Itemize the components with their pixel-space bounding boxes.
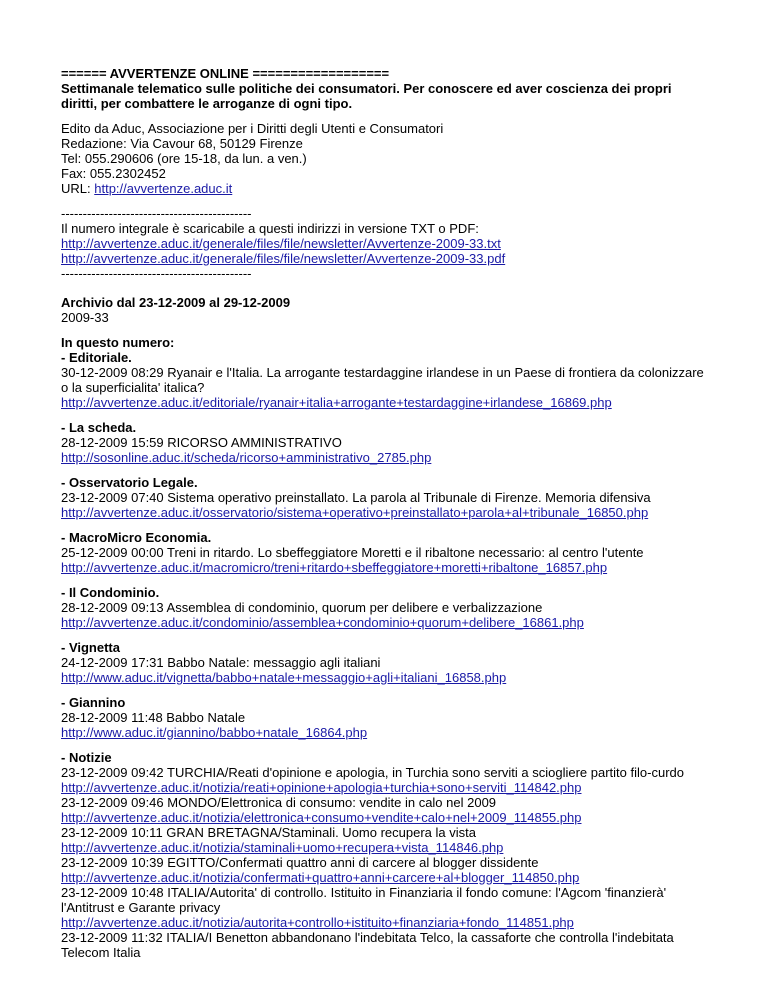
entry-text: 23-12-2009 10:11 GRAN BRETAGNA/Staminali. Uomo recupera la vista [61,825,476,840]
newsletter-section [61,530,768,575]
entry-text: 23-12-2009 11:32 ITALIA/I Benetton abbandonano l'indebitata Telco, la cassaforte che controlla l'indebitata Telecom Italia [61,930,674,960]
section-heading: - MacroMicro Economia. [61,530,212,545]
entry-text: 28-12-2009 15:59 RICORSO AMMINISTRATIVO [61,435,342,450]
divider-top: -------------------------------------------- [61,206,252,221]
entry-text: 24-12-2009 17:31 Babbo Natale: messaggio agli italiani [61,655,381,670]
entry-text: 30-12-2009 08:29 Ryanair e l'Italia. La arrogante testardaggine irlandese in un Paese di frontiera da colonizzare o la superficialita' italica? [61,365,704,395]
newsletter-section [61,475,768,520]
section-heading: - Vignetta [61,640,120,655]
entry-link[interactable]: http://avvertenze.aduc.it/macromicro/treni+ritardo+sbeffeggiatore+moretti+ribaltone_16857.php [61,560,608,575]
entry-text: 28-12-2009 09:13 Assemblea di condominio, quorum per delibere e verbalizzazione [61,600,543,615]
publisher-edito: Edito da Aduc, Associazione per i Diritti degli Utenti e Consumatori [61,121,444,136]
entry-link[interactable]: http://avvertenze.aduc.it/notizia/staminali+uomo+recupera+vista_114846.php [61,840,504,855]
publisher-url-link[interactable]: http://avvertenze.aduc.it [94,181,233,196]
newsletter-section [61,640,768,685]
publisher-fax: Fax: 055.2302452 [61,166,166,181]
section-heading: - Editoriale. [61,350,132,365]
download-pdf-link[interactable]: http://avvertenze.aduc.it/generale/files/file/newsletter/Avvertenze-2009-33.pdf [61,251,506,266]
entry-text: 23-12-2009 09:46 MONDO/Elettronica di consumo: vendite in calo nel 2009 [61,795,497,810]
entry-link[interactable]: http://avvertenze.aduc.it/notizia/elettronica+consumo+vendite+calo+nel+2009_114855.php [61,810,582,825]
entry-text: 23-12-2009 07:40 Sistema operativo preinstallato. La parola al Tribunale di Firenze. Memoria difensiva [61,490,651,505]
entry-link[interactable]: http://www.aduc.it/vignetta/babbo+natale+messaggio+agli+italiani_16858.php [61,670,507,685]
entry-text: 23-12-2009 09:42 TURCHIA/Reati d'opinione e apologia, in Turchia sono serviti a sciogliere partito filo-curdo [61,765,684,780]
newsletter-section [61,420,768,465]
entry-link[interactable]: http://avvertenze.aduc.it/notizia/autorita+controllo+istituito+finanziaria+fondo_114851.php [61,915,574,930]
entry-link[interactable]: http://avvertenze.aduc.it/editoriale/ryanair+italia+arrogante+testardaggine+irlandese_16869.php [61,395,612,410]
newsletter-section [61,585,768,630]
entry-link[interactable]: http://avvertenze.aduc.it/notizia/confermati+quattro+anni+carcere+al+blogger_114850.php [61,870,580,885]
newsletter-subtitle: Settimanale telematico sulle politiche dei consumatori. Per conoscere ed aver coscienza dei propri diritti, per combattere le arroganze di ogni tipo. [61,81,672,111]
section-heading: - Giannino [61,695,126,710]
entry-link[interactable]: http://www.aduc.it/giannino/babbo+natale_16864.php [61,725,368,740]
entry-link[interactable]: http://avvertenze.aduc.it/osservatorio/sistema+operativo+preinstallato+parola+al+tribunale_16850.php [61,505,649,520]
section-heading: - Notizie [61,750,112,765]
newsletter-title: ====== AVVERTENZE ONLINE ================== [61,66,390,81]
entry-text: 23-12-2009 10:39 EGITTO/Confermati quattro anni di carcere al blogger dissidente [61,855,539,870]
archive-title: Archivio dal 23-12-2009 al 29-12-2009 [61,295,291,310]
section-heading: - Il Condominio. [61,585,160,600]
divider-bottom: -------------------------------------------- [61,266,252,281]
publisher-url-label: URL: [61,181,95,196]
publisher-redazione: Redazione: Via Cavour 68, 50129 Firenze [61,136,303,151]
archive-block [61,295,768,325]
publisher-url-row [61,181,768,196]
sections-list [61,350,768,960]
download-txt-link[interactable]: http://avvertenze.aduc.it/generale/files/file/newsletter/Avvertenze-2009-33.txt [61,236,501,251]
newsletter-section [61,750,768,960]
newsletter-section [61,695,768,740]
entry-text: 23-12-2009 10:48 ITALIA/Autorita' di controllo. Istituito in Finanziaria il fondo comune: l'Agcom 'finanzierà' l'Antitrust e Garante privacy [61,885,667,915]
entry-text: 25-12-2009 00:00 Treni in ritardo. Lo sbeffeggiatore Moretti e il ribaltone necessario: al centro l'utente [61,545,644,560]
section-heading: - La scheda. [61,420,137,435]
entry-text: 28-12-2009 11:48 Babbo Natale [61,710,246,725]
publisher-tel: Tel: 055.290606 (ore 15-18, da lun. a ven.) [61,151,307,166]
newsletter-header [61,66,768,111]
publisher-info [61,121,768,196]
newsletter-section [61,350,768,410]
entry-link[interactable]: http://sosonline.aduc.it/scheda/ricorso+amministrativo_2785.php [61,450,432,465]
in-this-issue-heading: In questo numero: [61,335,175,350]
section-heading: - Osservatorio Legale. [61,475,198,490]
archive-issue: 2009-33 [61,310,109,325]
download-intro: Il numero integrale è scaricabile a questi indirizzi in versione TXT o PDF: [61,221,479,236]
entry-link[interactable]: http://avvertenze.aduc.it/notizia/reati+opinione+apologia+turchia+sono+serviti_114842.php [61,780,582,795]
download-block [61,206,768,281]
entry-link[interactable]: http://avvertenze.aduc.it/condominio/assemblea+condominio+quorum+delibere_16861.php [61,615,584,630]
